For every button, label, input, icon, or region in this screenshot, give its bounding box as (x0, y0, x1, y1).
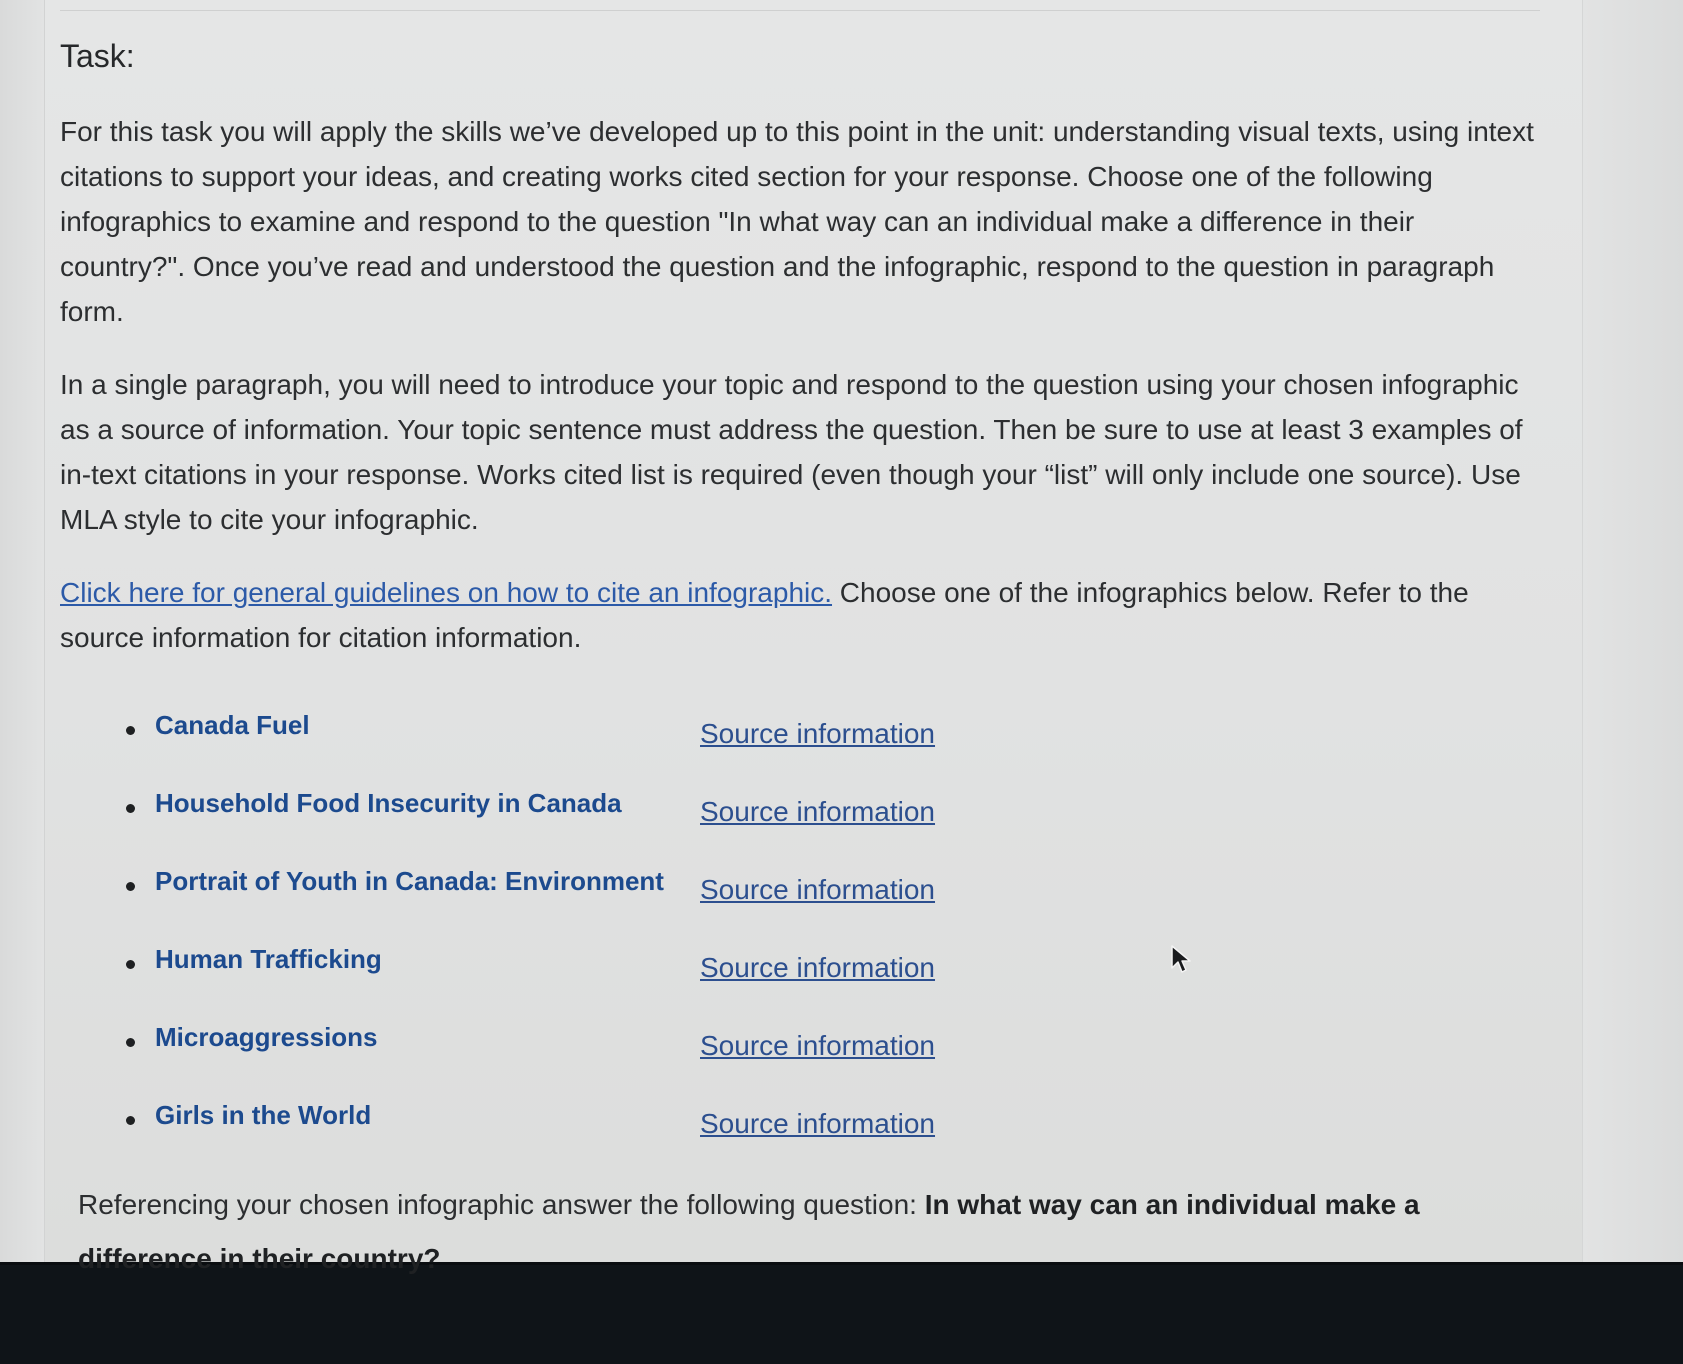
bullet-icon (126, 804, 135, 813)
bullet-icon (126, 960, 135, 969)
left-margin (0, 0, 45, 1262)
list-item (60, 1100, 1540, 1178)
source-information-link[interactable]: Source information (700, 874, 936, 905)
infographic-list (60, 710, 1540, 1178)
source-information-link[interactable]: Source information (700, 718, 936, 749)
infographic-title: Girls in the World (155, 1100, 372, 1130)
list-item (60, 788, 1540, 866)
question-prefix: Referencing your chosen infographic answer the following question: (78, 1189, 925, 1220)
top-divider (60, 10, 1540, 11)
list-item (60, 866, 1540, 944)
source-information-link[interactable]: Source information (700, 1030, 936, 1061)
source-information-link[interactable]: Source information (700, 796, 936, 827)
question-bold: In what way can an individual make a difference in their country? (78, 1189, 1420, 1274)
infographic-title: Household Food Insecurity in Canada (155, 788, 622, 818)
task-paragraph-1: For this task you will apply the skills we’ve developed up to this point in the unit: understanding visual texts, using intext citations to support your ideas, and creating works cited section for your response. Choose one of the following infographics to examine and respond to the question "In what way can an individual make a difference in their country?". Once you’ve read and understood the question and the infographic, respond to the question in paragraph form. (60, 116, 1534, 327)
infographic-title: Canada Fuel (155, 710, 310, 740)
guidelines-paragraph (60, 570, 1540, 660)
task-paragraph-2: In a single paragraph, you will need to introduce your topic and respond to the question using your chosen infographic as a source of information. Your topic sentence must address the question. Then be sure to use at least 3 examples of in-text citations in your response. Works cited list is required (even though your “list” will only include one source). Use MLA style to cite your infographic. (60, 369, 1523, 535)
bullet-icon (126, 1038, 135, 1047)
source-information-link[interactable]: Source information (700, 952, 936, 983)
task-heading: Task: (60, 38, 135, 74)
final-question (60, 1178, 1540, 1286)
bullet-icon (126, 1116, 135, 1125)
list-item (60, 710, 1540, 788)
right-margin (1582, 0, 1683, 1262)
infographic-title: Microaggressions (155, 1022, 378, 1052)
task-content (60, 38, 1540, 1286)
list-item (60, 944, 1540, 1022)
bullet-icon (126, 726, 135, 735)
guidelines-link[interactable]: Click here for general guidelines on how to cite an infographic. (60, 577, 833, 608)
guidelines-after-text: Choose one of the infographics below. Refer to the source information for citation information. (60, 577, 1469, 653)
infographic-title: Human Trafficking (155, 944, 382, 974)
list-item (60, 1022, 1540, 1100)
infographic-title: Portrait of Youth in Canada: Environment (155, 866, 664, 896)
source-information-link[interactable]: Source information (700, 1108, 936, 1139)
bullet-icon (126, 882, 135, 891)
mouse-pointer-icon (1170, 944, 1192, 976)
